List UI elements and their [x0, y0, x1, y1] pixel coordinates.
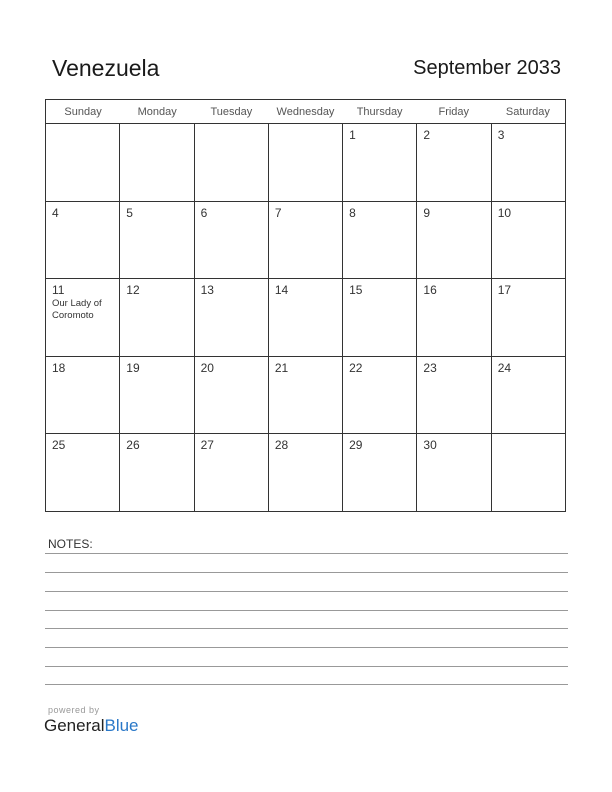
week-row [46, 124, 565, 202]
day-cell [269, 124, 343, 201]
day-number: 7 [274, 205, 282, 220]
day-number: 28 [274, 438, 289, 453]
day-cell [195, 434, 269, 512]
week-row [46, 279, 565, 357]
notes-line [45, 647, 568, 648]
notes-line [45, 628, 568, 629]
day-cell [120, 434, 194, 512]
week-row [46, 357, 565, 435]
month-title: September 2033 [413, 57, 561, 79]
day-number: 2 [423, 128, 431, 142]
day-number: 6 [200, 205, 208, 220]
weekday-label: Friday [438, 106, 470, 118]
country-title: Venezuela [52, 55, 160, 81]
day-cell [492, 357, 565, 434]
day-number: 8 [349, 205, 356, 220]
day-number: 26 [126, 438, 140, 453]
weekday-label: Wednesday [276, 106, 335, 118]
day-cell [46, 202, 120, 279]
notes-line [45, 666, 568, 667]
day-cell [269, 434, 343, 512]
day-cell [492, 434, 565, 512]
day-number: 9 [423, 205, 431, 220]
calendar-grid [45, 99, 566, 512]
day-cell [120, 202, 194, 279]
day-cell [417, 434, 491, 512]
notes-line [45, 684, 568, 685]
notes-line [45, 553, 568, 554]
day-cell [343, 279, 417, 356]
weekday-label: Tuesday [210, 106, 253, 118]
day-cell [269, 357, 343, 434]
day-number: 20 [200, 360, 214, 375]
day-cell [46, 357, 120, 434]
day-number: 25 [52, 438, 66, 453]
day-number: 4 [52, 205, 59, 220]
weekday-label: Saturday [505, 106, 550, 118]
day-cell [46, 434, 120, 512]
week-row [46, 202, 565, 280]
day-cell [46, 279, 120, 356]
day-number: 19 [126, 360, 140, 375]
day-number: 11 [52, 283, 65, 298]
powered-by-text: powered by [48, 705, 100, 715]
day-cell [343, 357, 417, 434]
day-cell [46, 124, 120, 201]
day-cell [269, 202, 343, 279]
day-cell [492, 279, 565, 356]
day-cell [492, 124, 565, 201]
notes-line [45, 572, 568, 573]
day-cell [417, 124, 491, 201]
day-number: 18 [52, 360, 66, 375]
notes-line [45, 591, 568, 592]
brand-text-general: General [44, 716, 105, 735]
weekday-label: Monday [137, 106, 177, 118]
weekday-label: Thursday [356, 106, 403, 118]
day-cell [343, 434, 417, 512]
weekday-label: Sunday [64, 106, 102, 118]
notes-line [45, 610, 568, 611]
day-cell [195, 279, 269, 356]
day-number: 15 [349, 283, 363, 298]
day-cell [343, 202, 417, 279]
day-number: 21 [274, 360, 289, 375]
brand-logo [44, 716, 139, 736]
day-number: 16 [423, 283, 437, 298]
day-cell [269, 279, 343, 356]
day-cell [417, 279, 491, 356]
day-cell [195, 202, 269, 279]
day-number: 3 [497, 128, 505, 142]
day-number: 13 [200, 283, 214, 298]
weekday-header [46, 100, 565, 124]
day-number: 23 [423, 360, 437, 375]
week-row [46, 434, 565, 512]
day-cell [120, 279, 194, 356]
day-cell [343, 124, 417, 201]
day-number: 29 [349, 438, 363, 453]
day-number: 12 [126, 283, 140, 298]
day-number: 1 [349, 128, 356, 142]
day-number: 5 [126, 205, 133, 220]
day-number: 17 [497, 283, 512, 298]
brand-text-blue: Blue [104, 716, 139, 735]
day-cell [120, 124, 194, 201]
day-number: 27 [200, 438, 214, 453]
day-cell [417, 357, 491, 434]
day-cell [120, 357, 194, 434]
day-number: 22 [349, 360, 363, 375]
holiday-label: Our Lady of Coromoto [52, 298, 102, 322]
day-number: 14 [274, 283, 289, 298]
day-cell [195, 124, 269, 201]
day-cell [195, 357, 269, 434]
day-number: 24 [497, 360, 512, 375]
day-number: 30 [423, 438, 437, 453]
day-cell [492, 202, 565, 279]
notes-label: NOTES: [48, 537, 93, 551]
day-number: 10 [497, 205, 512, 220]
day-cell [417, 202, 491, 279]
